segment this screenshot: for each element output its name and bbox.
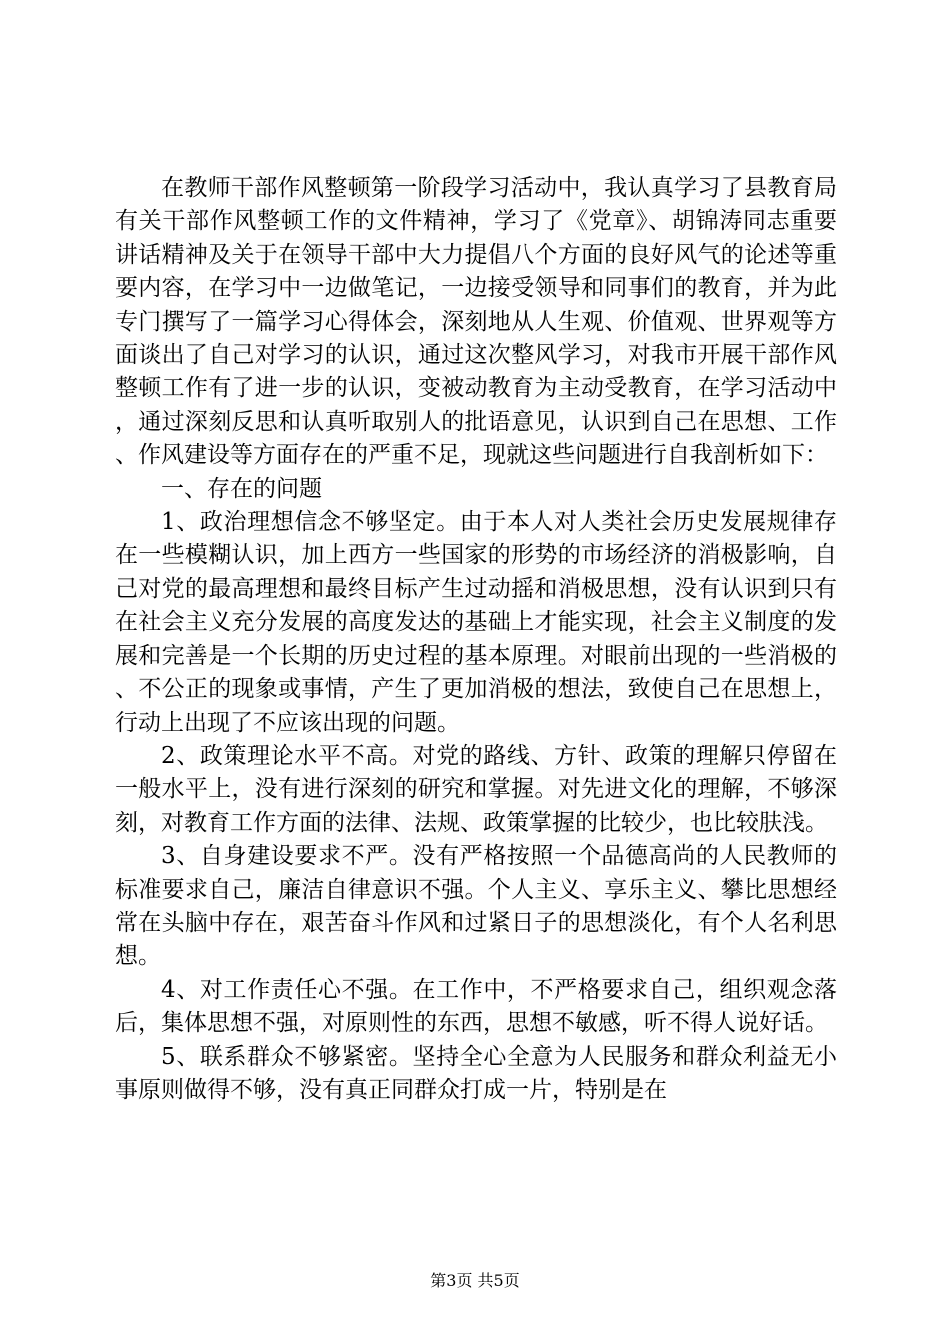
document-body [115, 172, 837, 1107]
paragraph-intro: 在教师干部作风整顿第一阶段学习活动中，我认真学习了县教育局有关干部作风整顿工作的文件精神，学习了《党章》、胡锦涛同志重要讲话精神及关于在领导干部中大力提倡八个方面的良好风气的论述等重要内容，在学习中一边做笔记，一边接受领导和同事们的教育，并为此专门撰写了一篇学习心得体会，深刻地从人生观、价值观、世界观等方面谈出了自己对学习的认识，通过这次整风学习，对我市开展干部作风整顿工作有了进一步的认识，变被动教育为主动受教育，在学习活动中，通过深刻反思和认真听取别人的批语意见，认识到自己在思想、工作、作风建设等方面存在的严重不足，现就这些问题进行自我剖析如下： [115, 175, 837, 469]
page-total: 共5页 [477, 1271, 520, 1290]
page-number: 第3页 [430, 1271, 473, 1290]
paragraph-item-4: 4、对工作责任心不强。在工作中，不严格要求自己，组织观念落后，集体思想不强，对原则性的东西，思想不敏感，听不得人说好话。 [115, 976, 837, 1037]
paragraph-item-5: 5、联系群众不够紧密。坚持全心全意为人民服务和群众利益无小事原则做得不够，没有真正同群众打成一片，特别是在 [115, 1043, 837, 1103]
section-heading: 一、存在的问题 [161, 475, 322, 502]
paragraph-item-3: 3、自身建设要求不严。没有严格按照一个品德高尚的人民教师的标准要求自己，廉洁自律意识不强。个人主义、享乐主义、攀比思想经常在头脑中存在，艰苦奋斗作风和过紧日子的思想淡化，有个人名利思想。 [115, 843, 837, 970]
paragraph-item-2: 2、政策理论水平不高。对党的路线、方针、政策的理解只停留在一般水平上，没有进行深刻的研究和掌握。对先进文化的理解，不够深刻，对教育工作方面的法律、法规、政策掌握的比较少，也比较肤浅。 [115, 742, 837, 836]
page-footer [0, 1268, 950, 1291]
paragraph-item-1: 1、政治理想信念不够坚定。由于本人对人类社会历史发展规律存在一些模糊认识，加上西方一些国家的形势的市场经济的消极影响，自己对党的最高理想和最终目标产生过动摇和消极思想，没有认识到只有在社会主义充分发展的高度发达的基础上才能实现，社会主义制度的发展和完善是一个长期的历史过程的基本原理。对眼前出现的一些消极的、不公正的现象或事情，产生了更加消极的想法，致使自己在思想上，行动上出现了不应该出现的问题。 [115, 509, 837, 736]
